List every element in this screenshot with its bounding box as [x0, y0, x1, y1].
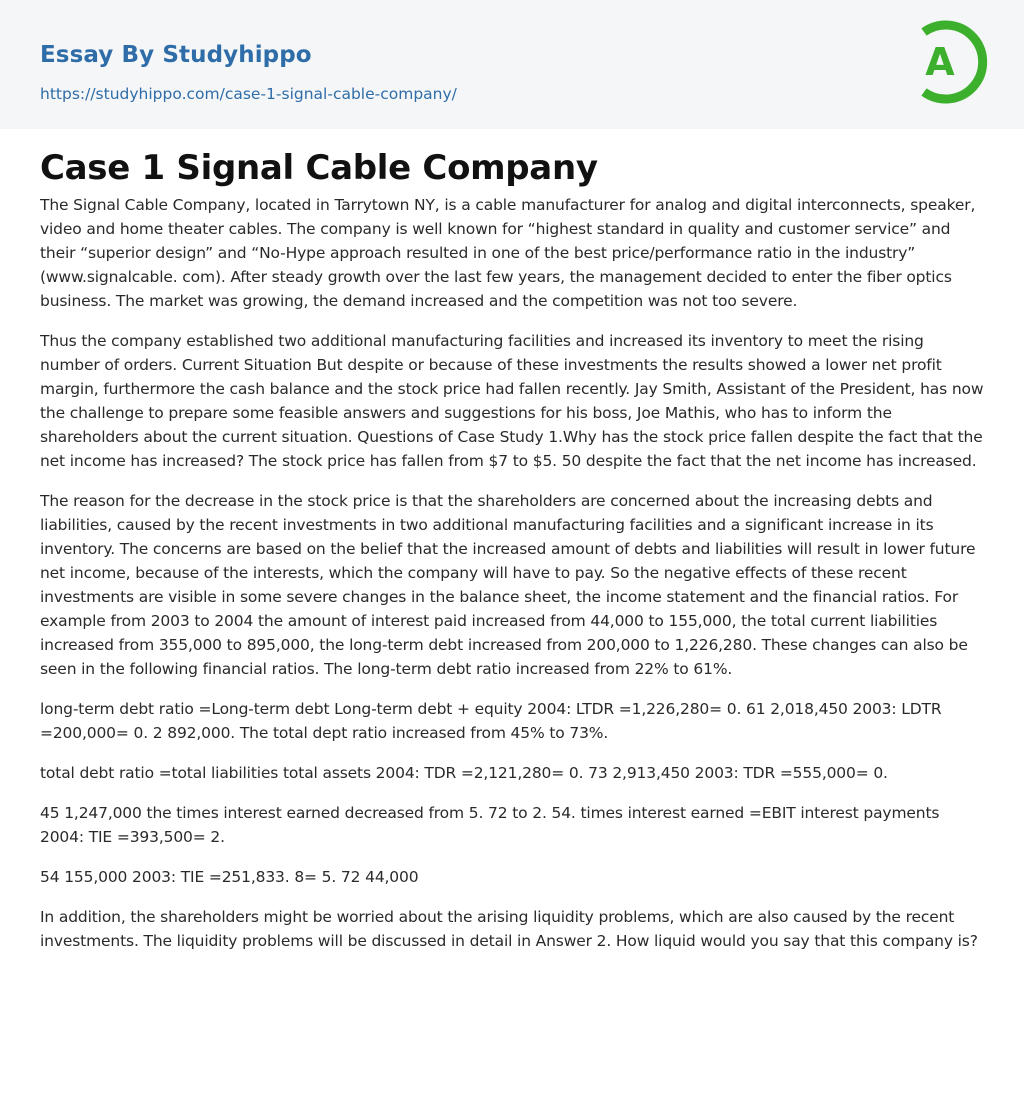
article-paragraph: long-term debt ratio =Long-term debt Long-term debt + equity 2004: LTDR =1,226,280= 0. 61 2,018,450 2003: LDTR =200,000= 0. 2 892,000. The total dept ratio increased from 45% to 73%.	[40, 700, 942, 742]
article-paragraph: 54 155,000 2003: TIE =251,833. 8= 5. 72 44,000	[40, 868, 419, 886]
article	[0, 129, 1024, 953]
logo-letter: A	[925, 40, 955, 84]
article-paragraph: The Signal Cable Company, located in Tarrytown NY, is a cable manufacturer for analog and digital interconnects, speaker, video and home theater cables. The company is well known for “highest standard in quality and customer service” and their “superior design” and “No-Hype approach resulted in one of the best price/performance ratio in the industry” (www.signalcable. com). After steady growth over the last few years, the management decided to enter the fiber optics business. The market was growing, the demand increased and the competition was not too severe.	[40, 196, 976, 310]
article-title: Case 1 Signal Cable Company	[40, 148, 598, 188]
article-paragraph: The reason for the decrease in the stock price is that the shareholders are concerned about the increasing debts and liabilities, caused by the recent investments in two additional manufacturing facilities and a significant increase in its inventory. The concerns are based on the belief that the increased amount of debts and liabilities will result in lower future net income, because of the interests, which the company will have to pay. So the negative effects of these recent investments are visible in some severe changes in the balance sheet, the income statement and the financial ratios. For example from 2003 to 2004 the amount of interest paid increased from 44,000 to 155,000, the total current liabilities increased from 355,000 to 895,000, the long-term debt increased from 200,000 to 1,226,280. These changes can also be seen in the following financial ratios. The long-term debt ratio increased from 22% to 61%.	[40, 492, 976, 678]
site-header	[0, 0, 1024, 129]
article-paragraph: total debt ratio =total liabilities total assets 2004: TDR =2,121,280= 0. 73 2,913,450 2003: TDR =555,000= 0.	[40, 764, 888, 782]
studyhippo-logo-icon[interactable]	[910, 18, 988, 106]
site-brand[interactable]: Essay By Studyhippo	[40, 42, 312, 68]
article-paragraph: Thus the company established two additional manufacturing facilities and increased its inventory to meet the rising number of orders. Current Situation But despite or because of these investments the results showed a lower net profit margin, furthermore the cash balance and the stock price had fallen recently. Jay Smith, Assistant of the President, has now the challenge to prepare some feasible answers and suggestions for his boss, Joe Mathis, who has to inform the shareholders about the current situation. Questions of Case Study 1.Why has the stock price fallen despite the fact that the net income has increased? The stock price has fallen from $7 to $5. 50 despite the fact that the net income has increased.	[40, 332, 984, 470]
article-paragraph: 45 1,247,000 the times interest earned decreased from 5. 72 to 2. 54. times interest earned =EBIT interest payments 2004: TIE =393,500= 2.	[40, 804, 940, 846]
article-paragraph: In addition, the shareholders might be worried about the arising liquidity problems, which are also caused by the recent investments. The liquidity problems will be discussed in detail in Answer 2. How liquid would you say that this company is?	[40, 908, 978, 950]
essay-url-link[interactable]: https://studyhippo.com/case-1-signal-cable-company/	[40, 85, 457, 103]
